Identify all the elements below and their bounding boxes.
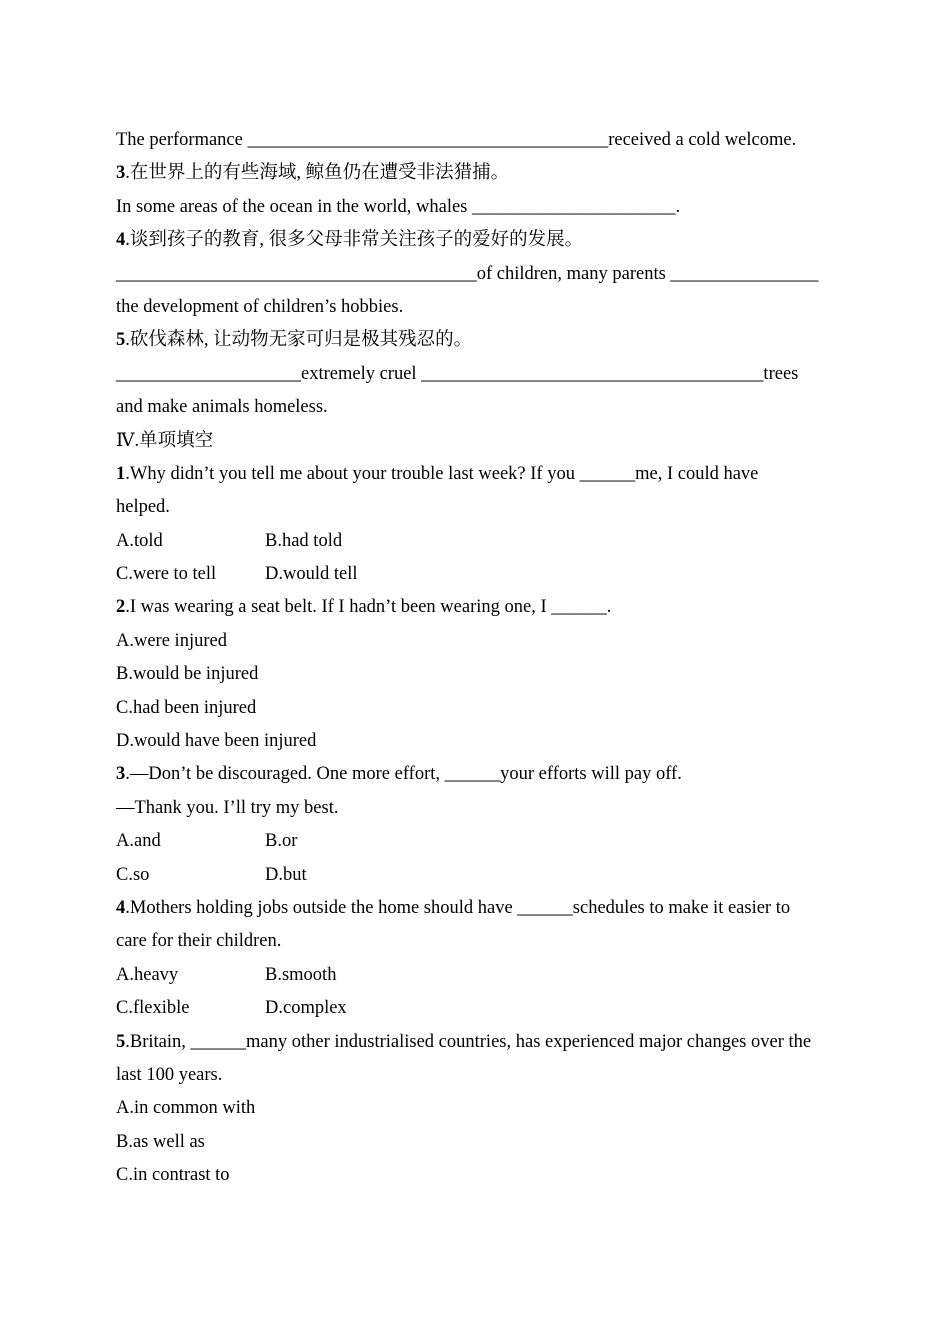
question-4-stem-cont: care for their children. [116, 931, 282, 952]
translation-item-3 [116, 157, 836, 190]
question-3-options-row-1 [116, 825, 836, 858]
translation-answer-4-line-1: _______________________________________of children, many parents ________________ [116, 263, 819, 284]
question-5-stem [116, 1026, 836, 1059]
translation-answer-2: The performance _______________________________________received a cold welcome. [116, 130, 797, 150]
question-1-stem-cont: helped. [116, 497, 170, 518]
option-d: D.but [265, 864, 307, 885]
option-a: A.and [116, 831, 161, 852]
question-number: 5 [116, 1031, 126, 1052]
translation-answer-3: In some areas of the ocean in the world, whales ______________________. [116, 196, 681, 217]
option-d: D.would tell [265, 564, 358, 585]
option-b: B.as well as [116, 1131, 205, 1152]
question-number: 4 [116, 897, 126, 918]
option-d: D.would have been injured [116, 731, 317, 752]
question-text: .—Don’t be discouraged. One more effort, ______your efforts will pay off. [125, 764, 682, 785]
item-text: .在世界上的有些海域, 鲸鱼仍在遭受非法猎捕。 [125, 163, 510, 184]
question-text: .I was wearing a seat belt. If I hadn’t been wearing one, I ______. [125, 597, 612, 618]
option-a: A.heavy [116, 964, 179, 985]
item-text: .砍伐森林, 让动物无家可归是极其残忍的。 [125, 330, 473, 351]
item-number: 5 [116, 330, 126, 351]
document-page [116, 124, 836, 1193]
item-number: 4 [116, 230, 126, 251]
question-1-options-row-2 [116, 558, 836, 591]
option-c: C.were to tell [116, 564, 217, 585]
option-b: B.had told [265, 530, 343, 551]
option-d: D.complex [265, 998, 347, 1019]
question-number: 2 [116, 597, 126, 618]
question-number: 1 [116, 463, 126, 484]
option-b: B.would be injured [116, 664, 259, 685]
translation-answer-5-line-2: and make animals homeless. [116, 397, 328, 418]
question-number: 3 [116, 764, 126, 785]
option-a: A.told [116, 530, 163, 551]
option-c: C.so [116, 864, 150, 885]
item-number: 3 [116, 163, 126, 184]
question-5-stem-cont: last 100 years. [116, 1064, 223, 1085]
question-4-stem [116, 892, 836, 925]
translation-answer-5-line-1: ____________________extremely cruel _____________________________________trees [116, 363, 799, 384]
item-text: .谈到孩子的教育, 很多父母非常关注孩子的爱好的发展。 [125, 230, 584, 251]
question-text: .Britain, ______many other industrialised countries, has experienced major changes over the [125, 1031, 812, 1052]
question-text: .Mothers holding jobs outside the home should have ______schedules to make it easier to [125, 897, 791, 918]
option-b: B.or [265, 831, 298, 852]
question-text: .Why didn’t you tell me about your trouble last week? If you ______me, I could have [125, 463, 759, 484]
question-3-stem [116, 758, 836, 791]
option-c: C.flexible [116, 998, 190, 1019]
question-3-options-row-2 [116, 859, 836, 892]
question-4-options-row-1 [116, 959, 836, 992]
translation-item-5 [116, 324, 836, 357]
question-2-stem [116, 591, 836, 624]
option-a: A.were injured [116, 630, 227, 651]
question-1-options-row-1 [116, 525, 836, 558]
question-4-options-row-2 [116, 992, 836, 1025]
section-title: Ⅳ.单项填空 [116, 430, 214, 451]
translation-answer-4-line-2: the development of children’s hobbies. [116, 296, 404, 317]
translation-item-4 [116, 224, 836, 257]
option-a: A.in common with [116, 1098, 256, 1119]
option-c: C.had been injured [116, 697, 257, 718]
question-3-stem-cont: —Thank you. I’ll try my best. [116, 797, 339, 818]
option-c: C.in contrast to [116, 1165, 230, 1186]
option-b: B.smooth [265, 964, 337, 985]
question-1-stem [116, 458, 836, 491]
